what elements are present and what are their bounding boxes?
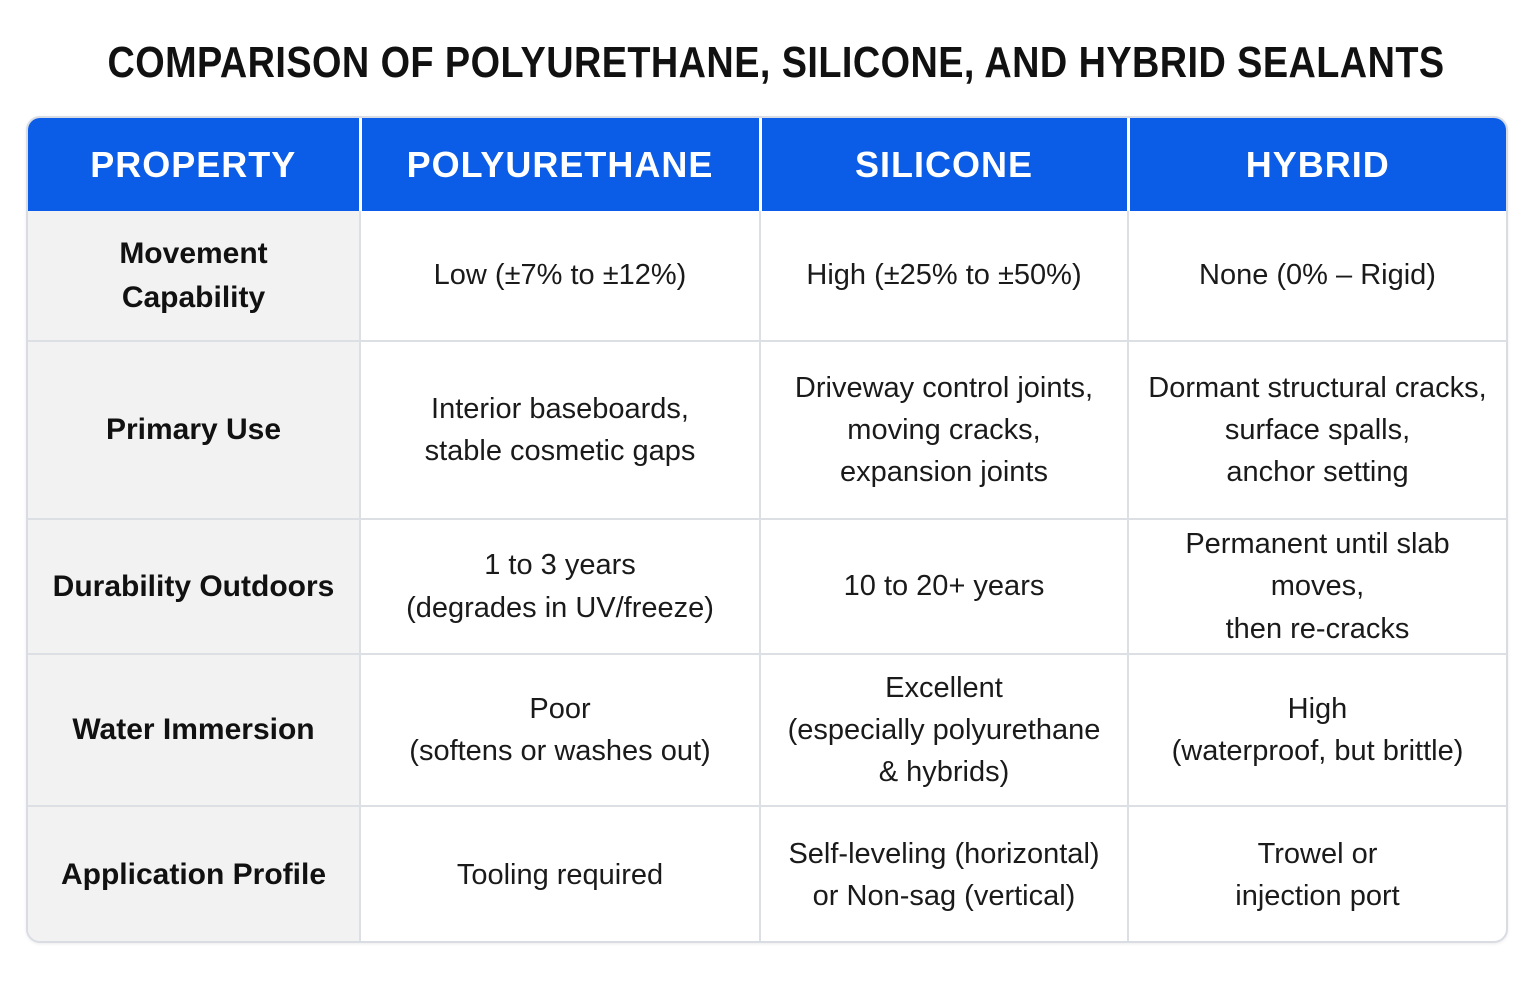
cell-line: then re-cracks (1225, 612, 1410, 645)
hybrid-cell (1128, 806, 1506, 943)
cell-line: Poor (529, 692, 591, 725)
polyurethane-cell (360, 654, 760, 806)
cell-line: anchor setting (1226, 456, 1409, 489)
cell-line: (especially polyurethane (787, 713, 1101, 746)
cell-line: moving cracks, (847, 413, 1041, 446)
table-row (28, 519, 1506, 654)
property-label: Durability Outdoors (28, 519, 360, 654)
table-row (28, 654, 1506, 806)
hybrid-cell (1128, 654, 1506, 806)
cell-line: 10 to 20+ years (843, 570, 1045, 603)
hybrid-cell (1128, 519, 1506, 654)
cell-line: Trowel or (1257, 837, 1378, 870)
hybrid-cell (1128, 341, 1506, 519)
header-silicone: SILICONE (760, 118, 1128, 211)
cell-line: (softens or washes out) (409, 735, 711, 767)
cell-line: Permanent until slab moves, (1185, 528, 1450, 603)
cell-line: (waterproof, but brittle) (1171, 735, 1464, 767)
cell-line: None (0% – Rigid) (1199, 259, 1436, 292)
cell-line: & hybrids) (878, 756, 1010, 789)
cell-line: injection port (1235, 880, 1400, 912)
comparison-table-container (26, 116, 1508, 943)
cell-line: expansion joints (840, 456, 1048, 489)
property-label: Water Immersion (28, 654, 360, 806)
silicone-cell (760, 806, 1128, 943)
polyurethane-cell (360, 806, 760, 943)
cell-line: High (1287, 692, 1348, 725)
header-property: PROPERTY (28, 118, 360, 211)
header-row (28, 118, 1506, 211)
silicone-cell (760, 519, 1128, 654)
silicone-cell (760, 211, 1128, 341)
cell-line: High (±25% to ±50%) (806, 259, 1082, 292)
cell-line: Excellent (885, 671, 1003, 704)
cell-line: Tooling required (456, 858, 664, 891)
cell-line: (degrades in UV/freeze) (406, 591, 714, 624)
table-row (28, 806, 1506, 943)
silicone-cell (760, 341, 1128, 519)
polyurethane-cell (360, 519, 760, 654)
cell-line: or Non-sag (vertical) (812, 880, 1076, 912)
cell-line: Dormant structural cracks, (1148, 371, 1487, 404)
cell-line: 1 to 3 years (484, 549, 636, 582)
property-label: Application Profile (28, 806, 360, 943)
table-row (28, 211, 1506, 341)
table-row (28, 341, 1506, 519)
hybrid-cell (1128, 211, 1506, 341)
cell-line: Driveway control joints, (794, 371, 1094, 404)
cell-line: surface spalls, (1224, 413, 1411, 446)
property-label: Primary Use (28, 341, 360, 519)
cell-line: Self-leveling (horizontal) (788, 837, 1100, 870)
cell-line: stable cosmetic gaps (424, 435, 696, 467)
polyurethane-cell (360, 341, 760, 519)
polyurethane-cell (360, 211, 760, 341)
header-hybrid: HYBRID (1128, 118, 1506, 211)
cell-line: Interior baseboards, (431, 392, 689, 425)
property-label: Movement Capability (28, 211, 360, 341)
page-title: COMPARISON OF POLYURETHANE, SILICONE, AND HYBRID SEALANTS (107, 38, 1445, 87)
comparison-table (28, 118, 1506, 943)
silicone-cell (760, 654, 1128, 806)
header-polyurethane: POLYURETHANE (360, 118, 760, 211)
cell-line: Low (±7% to ±12%) (433, 259, 687, 292)
